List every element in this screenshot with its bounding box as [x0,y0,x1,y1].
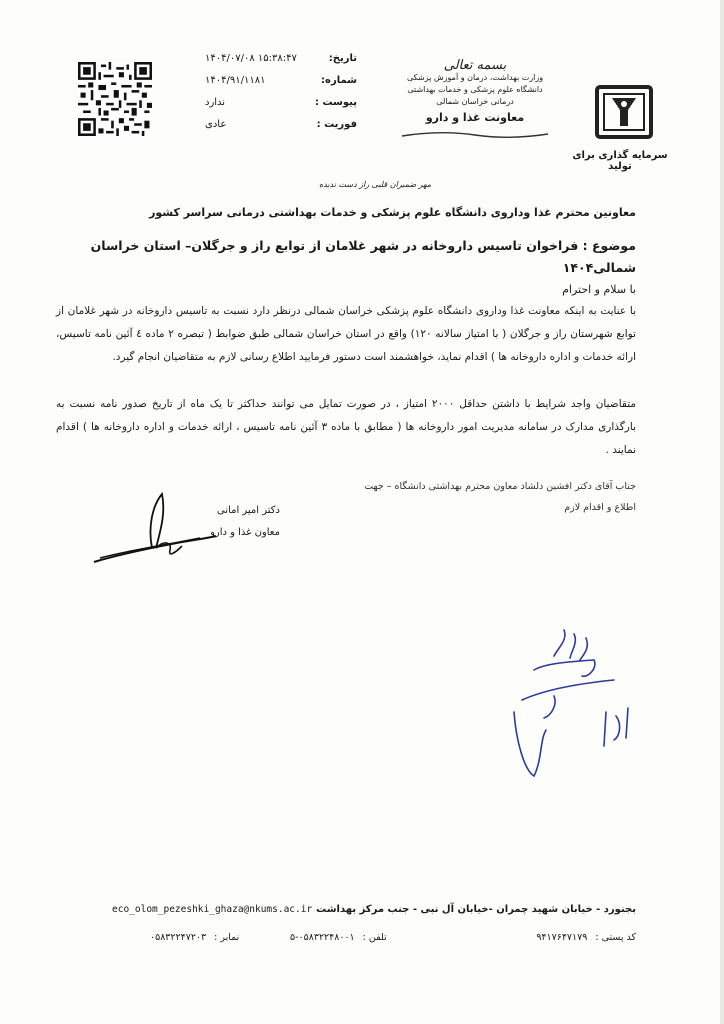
priority-label: فوریت : [316,119,357,130]
deputy-title: معاونت غذا و دارو [425,111,525,124]
ministry-header [395,60,555,124]
cc-line-2: اطلاع و اقدام لازم [564,502,636,513]
attachment-value: ندارد [205,97,226,108]
phone-value: ۵-۰۵۸۳۲۲۴۸۰۰۱ [290,932,355,943]
paragraph-1: با عنایت به اینکه معاونت غذا وداروی دانشگاه علوم پزشکی خراسان شمالی درنظر دارد نسبت به تاسیس داروخانه در شهر غلامان از توابع شهرستان راز و جرگلان ( با امتیاز سالانه ۱۲۰) واقع در استان خراسان شمالی طبق ضوابط ( تبصره ۲ ماده ٤ آئین نامه تاسیس، ارائه خدمات و اداره داروخانه ها ) اقدام نماید، خواهشمند است دستور فرمایید اطلاع رسانی لازم به متقاضیان انجام گیرد. [56,305,636,363]
number-row [205,70,357,92]
priority-value: عادی [205,119,227,130]
signer-name: دکتر امیر امانی [216,505,280,516]
greeting: با سلام و احترام [562,283,636,296]
footer-address: بجنورد - خیابان شهید چمران -خیابان آل نبی - جنب مرکز بهداشت [316,904,636,915]
postal-value: ۹۴۱۷۶۴۷۱۷۹ [536,932,588,943]
number-label: شماره: [321,75,357,86]
number-value: ۱۴۰۴/۹۱/۱۱۸۱ [205,75,266,86]
handwritten-note-icon [494,620,644,780]
fax-label: نمابر : [214,932,240,943]
subject: موضوع : فراخوان تاسیس داروخانه در شهر غلامان از توابع راز و جرگلان– استان خراسان شمالی۱۴۰۴ [90,238,636,275]
footer-email: eco_olom_pezeshki_ghaza@nkums.ac.ir [112,904,313,915]
phone [290,932,387,943]
postal-code [536,932,636,943]
header-divider [400,128,550,142]
motto: مهر ضمیران قلبی راز دست ندیده [318,180,432,189]
university-logo-icon [594,84,654,140]
signer-title: معاون غذا و دارو [210,527,280,538]
brand-slogan: سرمایه گذاری برای تولید [572,150,668,172]
date-label: تاریخ: [328,53,357,64]
page-edge [720,0,724,1024]
paragraph-2: متقاضیان واجد شرایط با داشتن حداقل ۲۰۰۰ امتیاز ، در صورت تمایل می توانند حداکثر تا یک ماه از تاریخ صدور نامه نسبت به بارگذاری مدارک در سامانه مدیریت امور داروخانه ها ( مطابق با ماده ۳ آئین نامه تاسیس ، ارائه خدمات و اداره داروخانه ها ) اقدام نمایند . [56,398,637,456]
qr-code-icon [78,62,152,136]
signature-icon [90,488,220,572]
ministry-line: وزارت بهداشت، درمان و آموزش پزشکی [406,73,544,82]
fax-value: ۰۵۸۳۲۲۴۷۲۰۳ [150,932,207,943]
attachment-label: پیوست : [314,97,357,108]
fax [150,932,239,943]
recipient: معاونین محترم غذا وداروی دانشگاه علوم پزشکی و خدمات بهداشتی درمانی سراسر کشور [149,206,636,219]
attachment-row [205,92,357,114]
cc-line-1: جناب آقای دکتر افشین دلشاد معاون محترم بهداشتی دانشگاه – جهت [364,481,636,492]
date-value: ۱۴۰۴/۰۷/۰۸ ۱۵:۳۸:۴۷ [205,53,297,64]
date-row [205,48,357,70]
postal-label: کد پستی : [595,932,636,943]
priority-row [205,114,357,136]
phone-label: تلفن : [362,932,387,943]
letter-meta [205,48,357,136]
basmala: بسمه تعالی [443,58,507,73]
university-line: دانشگاه علوم پزشکی و خدمات بهداشتی درمانی خراسان شمالی [407,85,543,106]
